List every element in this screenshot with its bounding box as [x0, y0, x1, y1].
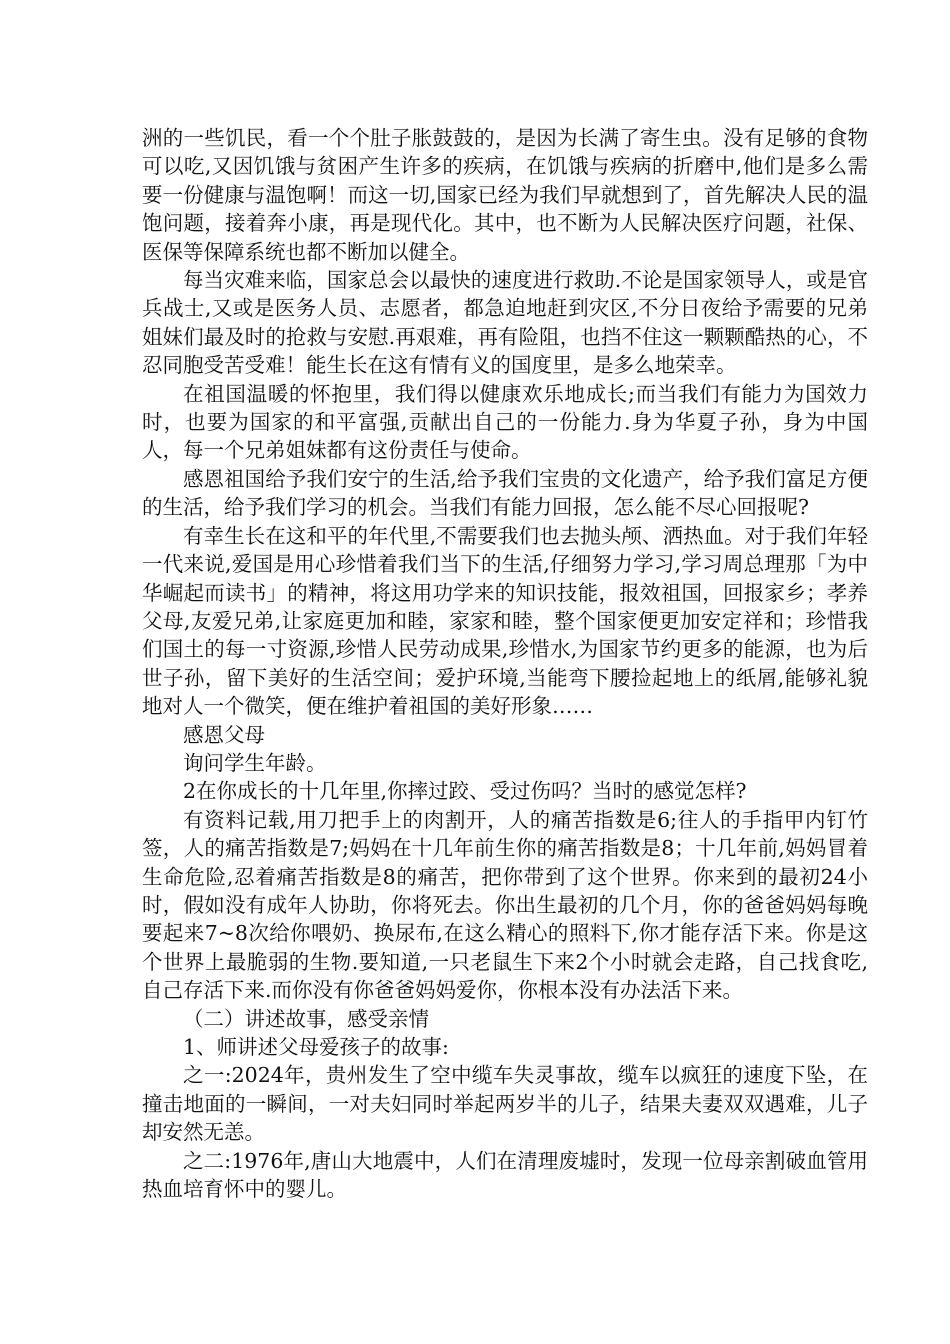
section-heading: 感恩父母 [183, 722, 265, 747]
section-heading: （二）讲述故事，感受亲情 [183, 1006, 429, 1031]
paragraph: 询问学生年龄。 [183, 750, 327, 775]
paragraph: 之一:2024年，贵州发生了空中缆车失灵事故，缆车以疯狂的速度下坠，在撞击地面的一瞬间，一对夫妇同时举起两岁半的儿子，结果夫妻双双遇难，儿子却安然无恙。 [142, 1063, 868, 1145]
paragraph: 洲的一些饥民，看一个个肚子胀鼓鼓的，是因为长满了寄生虫。没有足够的食物可以吃,又因饥饿与贫困产生许多的疾病，在饥饿与疾病的折磨中,他们是多么需要一份健康与温饱啊！而这一切,国家已经为我们早就想到了，首先解决人民的温饱问题，接着奔小康，再是现代化。其中，也不断为人民解决医疗问题，社保、医保等保障系统也都不断加以健全。 [142, 126, 868, 264]
paragraph: 有幸生长在这和平的年代里,不需要我们也去抛头颅、洒热血。对于我们年轻一代来说,爱国是用心珍惜着我们当下的生活,仔细努力学习,学习周总理那「为中华崛起而读书」的精神，将这用功学来的知识技能，报效祖国，回报家乡；孝养父母,友爱兄弟,让家庭更加和睦，家家和睦，整个国家便更加安定祥和；珍惜我们国土的每一寸资源,珍惜人民劳动成果,珍惜水,为国家节约更多的能源，也为后世子孙，留下美好的生活空间；爱护环境,当能弯下腰捡起地上的纸屑,能够礼貌地对人一个微笑，便在维护着祖国的美好形象…… [142, 523, 868, 719]
document-body [142, 124, 868, 1203]
paragraph: 每当灾难来临，国家总会以最快的速度进行救助.不论是国家领导人，或是官兵战士,又或是医务人员、志愿者，都急迫地赶到灾区,不分日夜给予需要的兄弟姐妹们最及时的抢救与安慰.再艰难，再有险阻，也挡不住这一颗颗酷热的心，不忍同胞受苦受难！能生长在这有情有义的国度里，是多么地荣幸。 [142, 268, 868, 378]
paragraph: 在祖国温暖的怀抱里，我们得以健康欢乐地成长;而当我们有能力为国效力时，也要为国家的和平富强,贡献出自己的一份能力.身为华夏子孙，身为中国人，每一个兄弟姐妹都有这份责任与使命。 [142, 381, 868, 463]
paragraph: 之二:1976年,唐山大地震中，人们在清理废墟时，发现一位母亲割破血管用热血培育怀中的婴儿。 [142, 1148, 868, 1202]
paragraph: 1、师讲述父母爱孩子的故事: [183, 1035, 449, 1059]
paragraph: 2在你成长的十几年里,你摔过跤、受过伤吗？当时的感觉怎样? [183, 779, 747, 804]
paragraph: 有资料记载,用刀把手上的肉割开，人的痛苦指数是6;往人的手指甲内钉竹签，人的痛苦指数是7;妈妈在十几年前生你的痛苦指数是8；十几年前,妈妈冒着生命危险,忍着痛苦指数是8的痛苦，把你带到了这个世界。你来到的最初24小时，假如没有成年人协助，你将死去。你出生最初的几个月，你的爸爸妈妈每晚要起来7~8次给你喂奶、换尿布,在这么精心的照料下,你才能存活下来。你是这个世界上最脆弱的生物.要知道,一只老鼠生下来2个小时就会走路，自己找食吃,自己存活下来.而你没有你爸爸妈妈爱你，你根本没有办法活下来。 [142, 807, 868, 1003]
paragraph: 感恩祖国给予我们安宁的生活,给予我们宝贵的文化遗产，给予我们富足方便的生活，给予我们学习的机会。当我们有能力回报，怎么能不尽心回报呢? [142, 466, 868, 520]
